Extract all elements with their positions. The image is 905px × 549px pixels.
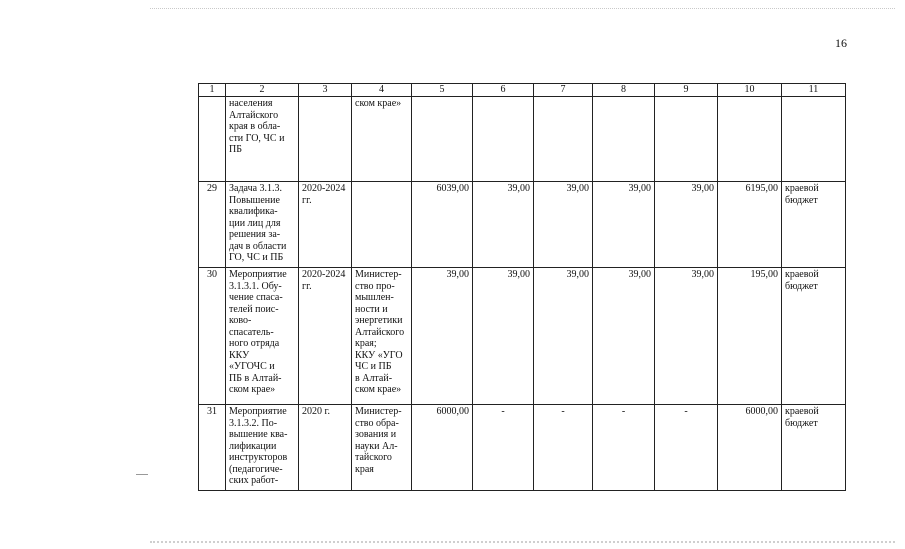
item-name-text: Мероприятие 3.1.3.1. Обу- чение спаса- телей поис- ково- спасатель- ного отряда ККУ «УГОЧС и ПБ в Алтай- ском крае» bbox=[229, 269, 287, 395]
value-col7 bbox=[534, 97, 593, 182]
value-col8 bbox=[593, 97, 655, 182]
row-number: 31 bbox=[199, 405, 226, 491]
funding-source-text: краевой бюджет bbox=[785, 183, 819, 206]
column-header: 8 bbox=[593, 84, 655, 97]
period bbox=[299, 97, 352, 182]
item-name-text: Мероприятие 3.1.3.2. По- вышение ква- лификации инструкторов (педагогиче- ских работ- bbox=[229, 406, 288, 486]
item-name-text: населения Алтайского края в обла- сти ГО, ЧС и ПБ bbox=[229, 98, 285, 155]
value-col8: 39,00 bbox=[593, 268, 655, 405]
scan-bottom-edge bbox=[150, 541, 895, 543]
table-row bbox=[199, 268, 846, 405]
value-col6: 39,00 bbox=[473, 182, 534, 268]
value-col5: 6039,00 bbox=[412, 182, 473, 268]
table-row bbox=[199, 405, 846, 491]
executor bbox=[352, 405, 412, 491]
item-name-text: Задача 3.1.3. Повышение квалифика- ции лиц для решения за- дач в области ГО, ЧС и ПБ bbox=[229, 183, 287, 263]
column-header: 5 bbox=[412, 84, 473, 97]
value-col8: - bbox=[593, 405, 655, 491]
value-col5: 39,00 bbox=[412, 268, 473, 405]
row-number: 30 bbox=[199, 268, 226, 405]
executor bbox=[352, 268, 412, 405]
period bbox=[299, 405, 352, 491]
column-header: 7 bbox=[534, 84, 593, 97]
item-name bbox=[226, 405, 299, 491]
value-col8: 39,00 bbox=[593, 182, 655, 268]
value-col9 bbox=[655, 97, 718, 182]
funding-source-text: краевой бюджет bbox=[785, 269, 819, 292]
item-name bbox=[226, 97, 299, 182]
row-number: 29 bbox=[199, 182, 226, 268]
column-header: 6 bbox=[473, 84, 534, 97]
column-header: 2 bbox=[226, 84, 299, 97]
value-col5: 6000,00 bbox=[412, 405, 473, 491]
funding-source bbox=[782, 268, 846, 405]
page-number: 16 bbox=[835, 36, 847, 50]
scan-margin-mark bbox=[136, 474, 148, 475]
value-col5 bbox=[412, 97, 473, 182]
funding-source bbox=[782, 182, 846, 268]
program-table bbox=[198, 83, 846, 491]
value-col6: 39,00 bbox=[473, 268, 534, 405]
value-col6 bbox=[473, 97, 534, 182]
value-col9: - bbox=[655, 405, 718, 491]
funding-source-text: краевой бюджет bbox=[785, 406, 819, 429]
column-header: 9 bbox=[655, 84, 718, 97]
value-col10: 6195,00 bbox=[718, 182, 782, 268]
period-text: 2020-2024 гг. bbox=[302, 269, 346, 292]
value-col9: 39,00 bbox=[655, 268, 718, 405]
executor bbox=[352, 182, 412, 268]
column-header: 4 bbox=[352, 84, 412, 97]
value-col7: 39,00 bbox=[534, 268, 593, 405]
header-row bbox=[199, 84, 846, 97]
column-header: 10 bbox=[718, 84, 782, 97]
period bbox=[299, 182, 352, 268]
column-header: 3 bbox=[299, 84, 352, 97]
value-col9: 39,00 bbox=[655, 182, 718, 268]
item-name bbox=[226, 182, 299, 268]
scan-top-edge bbox=[150, 8, 895, 9]
column-header: 11 bbox=[782, 84, 846, 97]
column-header: 1 bbox=[199, 84, 226, 97]
period-text: 2020 г. bbox=[302, 406, 330, 417]
row-number bbox=[199, 97, 226, 182]
value-col7: - bbox=[534, 405, 593, 491]
funding-source bbox=[782, 97, 846, 182]
funding-source bbox=[782, 405, 846, 491]
item-name bbox=[226, 268, 299, 405]
executor-text: Министер- ство обра- зования и науки Ал- тайского края bbox=[355, 406, 402, 475]
table-row bbox=[199, 97, 846, 182]
value-col10: 6000,00 bbox=[718, 405, 782, 491]
value-col10 bbox=[718, 97, 782, 182]
value-col10: 195,00 bbox=[718, 268, 782, 405]
table-row bbox=[199, 182, 846, 268]
period-text: 2020-2024 гг. bbox=[302, 183, 346, 206]
executor-text: Министер- ство про- мышлен- ности и энергетики Алтайского края; ККУ «УГО ЧС и ПБ в Алтай- ском крае» bbox=[355, 269, 405, 395]
executor bbox=[352, 97, 412, 182]
executor-text: ском крае» bbox=[355, 98, 402, 109]
value-col7: 39,00 bbox=[534, 182, 593, 268]
period bbox=[299, 268, 352, 405]
value-col6: - bbox=[473, 405, 534, 491]
